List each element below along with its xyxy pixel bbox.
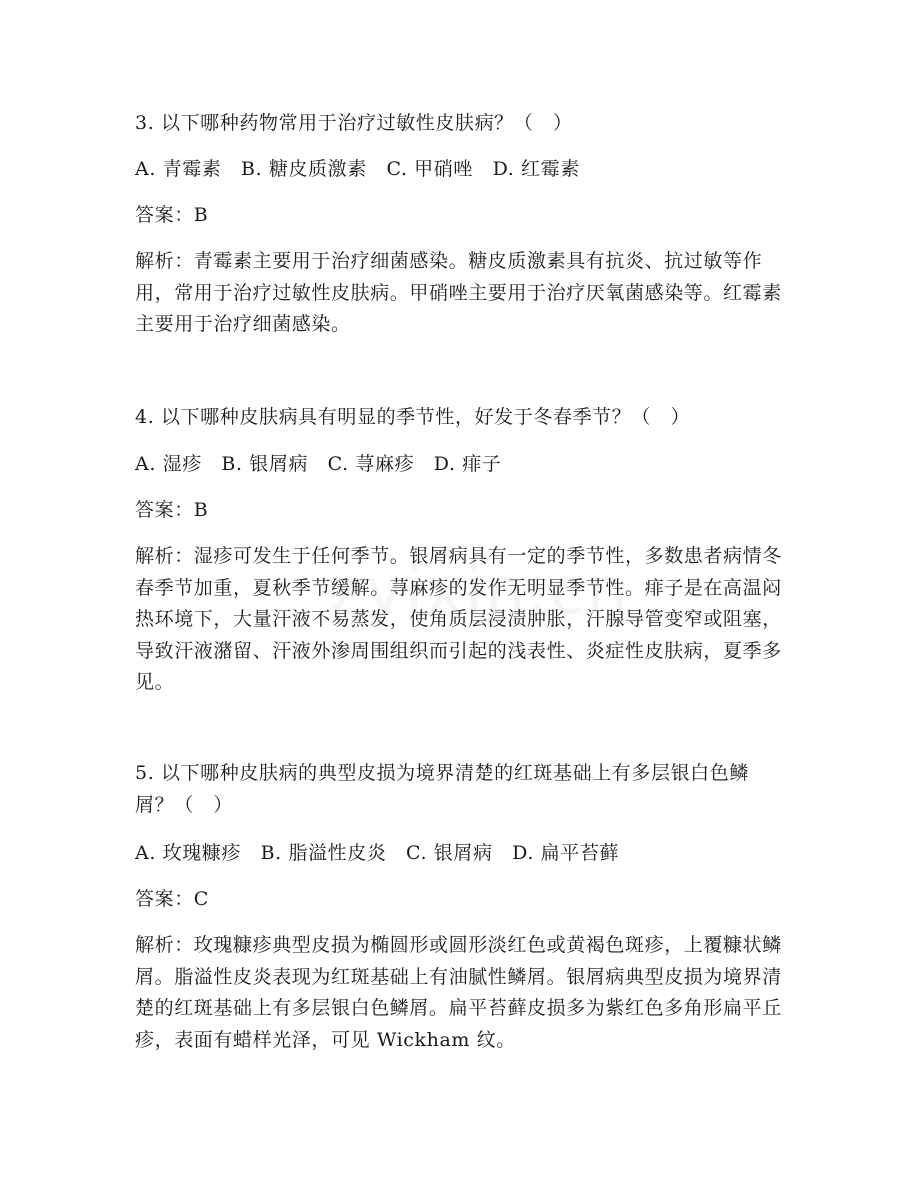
question-options: A. 湿疹 B. 银屑病 C. 荨麻疹 D. 痱子: [135, 453, 502, 475]
question-explanation: 解析：湿疹可发生于任何季节。银屑病具有一定的季节性，多数患者病情冬春季节加重，夏秋季节缓解。荨麻疹的发作无明显季节性。痱子是在高温闷热环境下，大量汗液不易蒸发，使角质层浸渍肿胀，汗腺导管变窄或阻塞，导致汗液潴留、汗液外渗周围组织而引起的浅表性、炎症性皮肤病，夏季多见。: [135, 545, 782, 693]
question-answer: 答案：B: [135, 499, 209, 521]
question-explanation: 解析：玫瑰糠疹典型皮损为椭圆形或圆形淡红色或黄褐色斑疹，上覆糠状鳞屑。脂溢性皮炎表现为红斑基础上有油腻性鳞屑。银屑病典型皮损为境界清楚的红斑基础上有多层银白色鳞屑。扁平苔藓皮损多为紫红色多角形扁平丘疹，表面有蜡样光泽，可见 Wickham 纹。: [135, 934, 782, 1051]
question-stem: 4. 以下哪种皮肤病具有明显的季节性，好发于冬春季节？（ ）: [135, 406, 691, 428]
question-explanation: 解析：青霉素主要用于治疗细菌感染。糖皮质激素具有抗炎、抗过敏等作用，常用于治疗过敏性皮肤病。甲硝唑主要用于治疗厌氧菌感染等。红霉素主要用于治疗细菌感染。: [135, 250, 782, 335]
question-stem: 5. 以下哪种皮肤病的典型皮损为境界清楚的红斑基础上有多层银白色鳞屑？（ ）: [135, 762, 749, 816]
question-stem: 3. 以下哪种药物常用于治疗过敏性皮肤病？（ ）: [135, 112, 573, 134]
question-options: A. 青霉素 B. 糖皮质激素 C. 甲硝唑 D. 红霉素: [135, 158, 580, 180]
question-answer: 答案：B: [135, 204, 209, 226]
question-options: A. 玫瑰糠疹 B. 脂溢性皮炎 C. 银屑病 D. 扁平苔藓: [135, 842, 620, 864]
question-answer: 答案：C: [135, 888, 209, 910]
